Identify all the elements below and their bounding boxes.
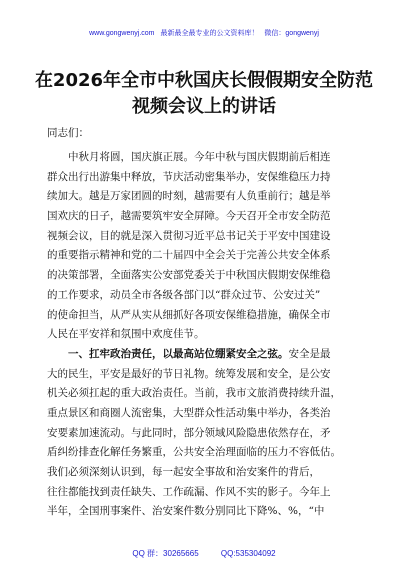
salutation: 同志们： <box>47 127 89 139</box>
body-line: 国欢庆的日子，越需要筑牢安全屏障。今天召开全市安全防范 <box>47 210 331 223</box>
section-line: 安要素加速流动。与此同时，部分领域风险隐患依然存在，矛 <box>47 426 331 439</box>
body-line: 人民在平安祥和氛围中欢度佳节。 <box>47 328 205 341</box>
header-wechat: 微信：gongwenyj <box>264 30 319 37</box>
section-line: 半年，全国刑事案件、治安案件数分别同比下降%、%，“中 <box>47 505 325 518</box>
title-line-1: 在2026年全市中秋国庆长假假期安全防范 <box>34 70 374 91</box>
section-line: 机关必须扛起的重大政治责任。当前，我市文旅消费持续升温， <box>47 387 341 400</box>
document-body <box>47 148 365 522</box>
footer-qq: QQ:535304092 <box>220 549 276 558</box>
body-line: 的决策部署，全面落实公安部党委关于中秋国庆假期安保维稳 <box>47 269 331 282</box>
footer-qq-group: QQ 群：30265665 <box>132 549 199 558</box>
section-line: 大的民生，平安是最好的节日礼物。统筹发展和安全，是公安 <box>47 367 331 380</box>
section-line: 我们必须深刻认识到，每一起安全事故和治安案件的背后， <box>47 466 320 478</box>
section-1-heading: 一、扛牢政治责任，以最高站位绷紧安全之弦。 <box>47 347 289 360</box>
body-line: 群众出行出游集中释放，节庆活动密集举办，安保维稳压力持 <box>47 170 331 183</box>
section-line: 盾纠纷排查化解任务繁重，公共安全治理面临的压力不容低估。 <box>47 446 341 459</box>
document-title <box>30 68 378 120</box>
body-line: 续加大。越是万家团圆的时刻，越需要有人负重前行；越是举 <box>47 190 331 203</box>
page-header <box>0 29 408 38</box>
section-line: 往往都能找到责任缺失、工作疏漏、作风不实的影子。今年上 <box>47 485 331 498</box>
body-line: 中秋月将圆，国庆旗正展。今年中秋与国庆假期前后相连 <box>47 151 331 163</box>
header-slogan: 最新最全最专业的公文资料库！ <box>160 30 259 37</box>
body-line: 的使命担当，从严从实从细抓好各项安保维稳措施，确保全市 <box>47 308 331 321</box>
body-line: 的重要指示精神和党的二十届四中全会关于完善公共安全体系 <box>47 249 331 262</box>
header-site-link[interactable]: www.gongwenyj.com <box>89 30 155 37</box>
body-line: 视频会议，目的就是深入贯彻习近平总书记关于平安中国建设 <box>47 229 331 242</box>
body-line: 的工作要求，动员全市各级各部门以“群众过节、公安过关” <box>47 288 321 301</box>
page-footer <box>0 549 408 559</box>
section-line: 重点景区和商圈人流密集，大型群众性活动集中举办，各类治 <box>47 406 331 419</box>
section-1-heading-line <box>47 345 365 365</box>
title-line-2: 视频会议上的讲话 <box>132 96 276 117</box>
section-1-heading-tail: 安全是最 <box>288 347 331 360</box>
